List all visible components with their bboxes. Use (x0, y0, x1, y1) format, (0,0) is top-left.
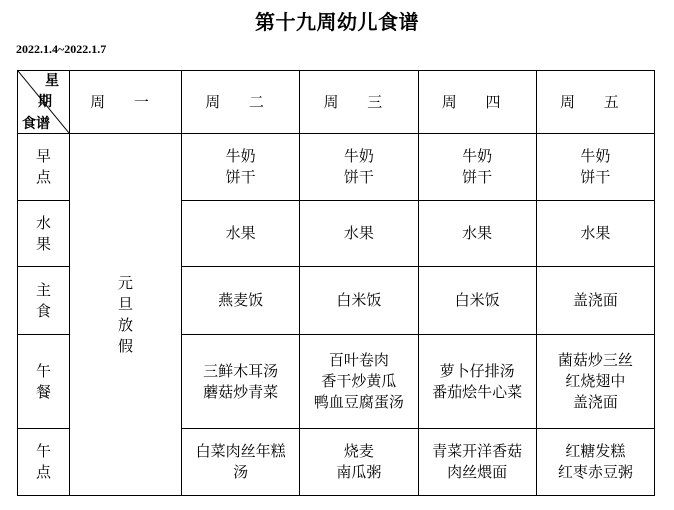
menu-cell: 三鲜木耳汤 蘑菇炒青菜 (182, 335, 300, 429)
menu-cell: 水果 (182, 201, 300, 267)
corner-label-weekday: 星 (45, 73, 59, 89)
menu-cell: 萝卜仔排汤 番茄烩牛心菜 (418, 335, 536, 429)
menu-cell: 燕麦饭 (182, 267, 300, 335)
menu-cell: 水果 (300, 201, 418, 267)
menu-cell: 青菜开洋香菇 肉丝煨面 (418, 429, 536, 496)
menu-cell: 牛奶 饼干 (300, 134, 418, 201)
meal-label: 主 食 (18, 267, 70, 335)
corner-cell (18, 71, 70, 134)
menu-cell: 牛奶 饼干 (182, 134, 300, 201)
day-header-fri: 周 五 (536, 71, 654, 134)
menu-cell: 水果 (418, 201, 536, 267)
menu-cell: 菌菇炒三丝 红烧翅中 盖浇面 (536, 335, 654, 429)
menu-cell: 水果 (536, 201, 654, 267)
meal-label: 午 点 (18, 429, 70, 496)
menu-table (17, 70, 655, 496)
menu-cell: 白米饭 (418, 267, 536, 335)
menu-cell: 百叶卷肉 香干炒黄瓜 鸭血豆腐蛋汤 (300, 335, 418, 429)
date-range: 2022.1.4~2022.1.7 (16, 42, 107, 56)
holiday-cell: 元 旦 放 假 (70, 134, 182, 496)
meal-label: 水 果 (18, 201, 70, 267)
corner-label-period: 期 (38, 94, 52, 110)
day-header-thu: 周 四 (418, 71, 536, 134)
meal-label: 早 点 (18, 134, 70, 201)
menu-cell: 红糖发糕 红枣赤豆粥 (536, 429, 654, 496)
day-header-wed: 周 三 (300, 71, 418, 134)
day-header-tue: 周 二 (182, 71, 300, 134)
corner-label-menu: 食谱 (22, 116, 50, 132)
meal-row-breakfast-snack (18, 134, 655, 201)
menu-cell: 白菜肉丝年糕 汤 (182, 429, 300, 496)
menu-cell: 牛奶 饼干 (536, 134, 654, 201)
menu-cell: 牛奶 饼干 (418, 134, 536, 201)
menu-cell: 白米饭 (300, 267, 418, 335)
meal-label: 午 餐 (18, 335, 70, 429)
menu-cell: 烧麦 南瓜粥 (300, 429, 418, 496)
page-title: 第十九周幼儿食谱 (255, 10, 419, 34)
menu-cell: 盖浇面 (536, 267, 654, 335)
header-row (18, 71, 655, 134)
day-header-mon: 周 一 (70, 71, 182, 134)
